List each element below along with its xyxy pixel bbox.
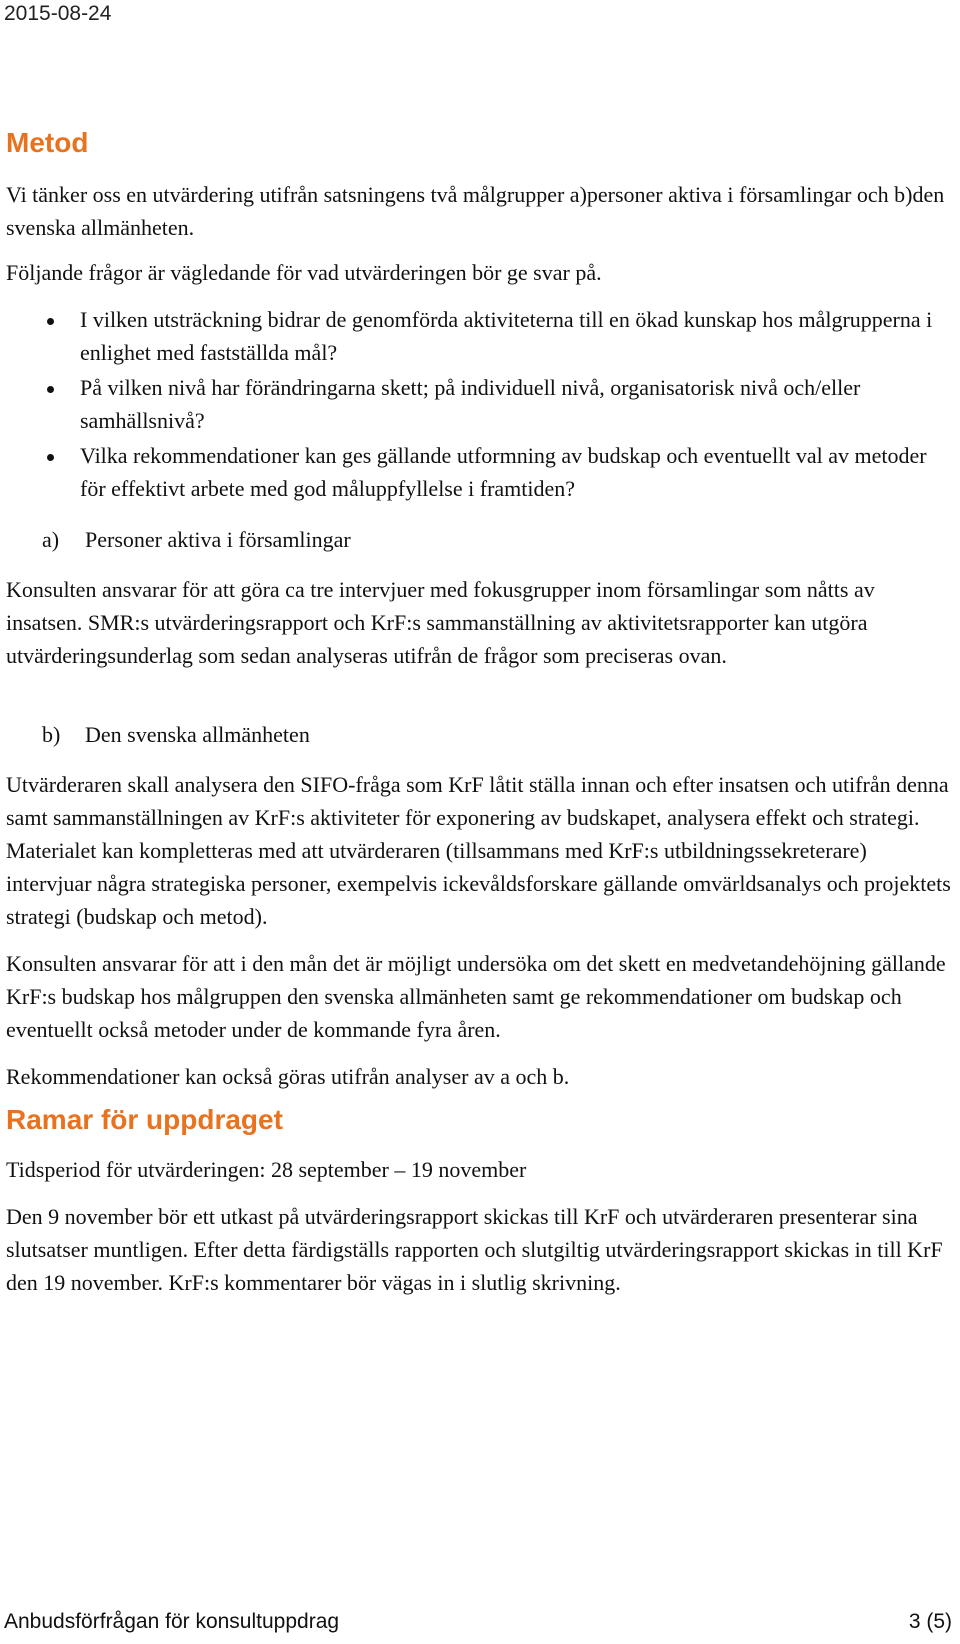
subheading-title: Personer aktiva i församlingar: [85, 527, 351, 552]
header-date: 2015-08-24: [4, 2, 112, 25]
section-b-text-1: Utvärderaren skall analysera den SIFO-fråga som KrF låtit ställa innan och efter insatsen och utifrån denna samt sammanställningen av KrF:s aktiviteter för exponering av budskapet, analysera effekt och strategi. Materialet kan kompletteras med att utvärderaren (tillsammans med KrF:s utbildningssekreterare) intervjuar några strategiska personer, exempelvis ickevåldsforskare gällande omvärldsanalys och projektets strategi (budskap och metod).: [6, 772, 951, 929]
bullet-icon: [47, 454, 54, 461]
page-number: 3 (5): [908, 1610, 952, 1633]
ramar-period: Tidsperiod för utvärderingen: 28 september – 19 november: [6, 1157, 527, 1182]
document-body: [6, 126, 956, 1299]
heading-ramar: Ramar för uppdraget: [6, 1104, 283, 1135]
list-item: [6, 439, 956, 505]
ramar-text: Den 9 november bör ett utkast på utvärderingsrapport skickas till KrF och utvärderaren presenterar sina slutsatser muntligen. Efter detta färdigställs rapporten och slutgiltig utvärderingsrapport skickas in till KrF den 19 november. KrF:s kommentarer bör vägas in i slutlig skrivning.: [6, 1204, 943, 1295]
bullet-text: På vilken nivå har förändringarna skett; på individuell nivå, organisatorisk nivå och/eller samhällsnivå?: [80, 375, 861, 433]
metod-lead: Följande frågor är vägledande för vad utvärderingen bör ge svar på.: [6, 260, 602, 285]
heading-metod: Metod: [6, 127, 89, 158]
subheading-b: [6, 718, 956, 751]
subheading-marker: a): [42, 527, 60, 552]
bullet-text: I vilken utsträckning bidrar de genomförda aktiviteterna till en ökad kunskap hos målgrupperna i enlighet med fastställda mål?: [80, 307, 933, 365]
subheading-marker: b): [42, 722, 61, 747]
list-item: [6, 371, 956, 437]
footer-title: Anbudsförfrågan för konsultuppdrag: [4, 1610, 340, 1633]
section-b-text-3: Rekommendationer kan också göras utifrån analyser av a och b.: [6, 1064, 570, 1089]
section-a-text: Konsulten ansvarar för att göra ca tre intervjuer med fokusgrupper inom församlingar som nåtts av insatsen. SMR:s utvärderingsrapport och KrF:s sammanställning av aktivitetsrapporter kan utgöra utvärderingsunderlag som sedan analyseras utifrån de frågor som preciseras ovan.: [6, 577, 875, 668]
bullet-text: Vilka rekommendationer kan ges gällande utformning av budskap och eventuellt val av metoder för effektivt arbete med god måluppfyllelse i framtiden?: [80, 443, 927, 501]
bullet-icon: [47, 318, 54, 325]
subheading-a: [6, 523, 956, 556]
bullet-icon: [47, 386, 54, 393]
question-list: [6, 303, 956, 505]
subheading-title: Den svenska allmänheten: [85, 722, 310, 747]
page-footer: [4, 1610, 952, 1634]
list-item: [6, 303, 956, 369]
metod-intro: Vi tänker oss en utvärdering utifrån satsningens två målgrupper a)personer aktiva i församlingar och b)den svenska allmänheten.: [6, 182, 945, 240]
section-b-text-2: Konsulten ansvarar för att i den mån det är möjligt undersöka om det skett en medvetandehöjning gällande KrF:s budskap hos målgruppen den svenska allmänheten samt ge rekommendationer om budskap och eventuellt också metoder under de kommande fyra åren.: [6, 951, 946, 1042]
